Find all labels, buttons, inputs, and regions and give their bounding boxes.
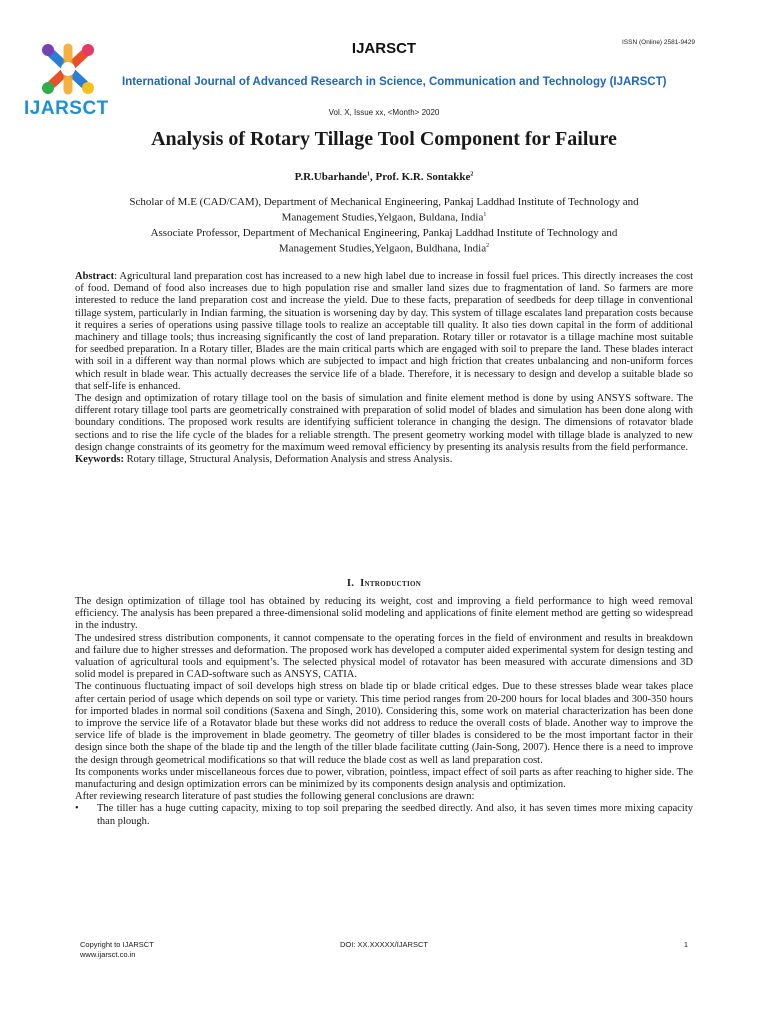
website-link[interactable]: www.ijarsct.co.in <box>80 950 136 959</box>
author-1: P.R.Ubarhande <box>294 171 367 183</box>
volume-issue: Vol. X, Issue xx, <Month> 2020 <box>328 108 440 117</box>
intro-paragraph-4: Its components works under miscellaneous forces due to power, vibration, pointless, impact effect of soil parts as after reaching to higher side. The manufacturing and design optimization errors can be minimized by its components design analysis and optimization. <box>75 766 693 791</box>
affiliation-2-line-1: Associate Professor, Department of Mechanical Engineering, Pankaj Laddhad Institute of Technology and <box>150 227 618 239</box>
author-2: , Prof. K.R. Sontakke <box>370 171 471 183</box>
abstract-text-1: : Agricultural land preparation cost has increased to a new high label due to increase in fossil fuel prices. This directly increases the cost of food. Demand of food also increases due to high population rise and smaller land sizes due to fragmentation of land. So farmers are more interested to reduce the land preparation cost and increase the yield. Due to these facts, preparation of seedbeds for deep tillage in conventional tillage system, particularly in Indian farming, the situation is worsening day by day. This system of tillage escalates land preparation costs because it requires a series of operations using passive tillage tools to realize an acceptable till quality. It also ties down capital in the form of additional machinery and tillage tools; thus increasing significantly the cost of land preparation. Rotary tiller or rotavator is a tillage machine most suitable for seedbed preparation. In a Rotary tiller, Blades are the main critical parts which are engaged with soil to prepare the land. These blades interact with soil in a different way than normal plows which are subjected to impact and high friction that creates unbalancing and non-uniform forces which result in blade wear. This actually decreases the service life of a blade. Therefore, it is necessary to design and develop a suitable blade so that self-life is enhanced. <box>75 271 693 392</box>
keywords-text: Rotary tillage, Structural Analysis, Deformation Analysis and stress Analysis. <box>124 454 453 466</box>
footer-doi: DOI: XX.XXXXX/IJARSCT <box>340 940 428 949</box>
bullet-icon: • <box>75 803 79 815</box>
affiliation-1-line-1: Scholar of M.E (CAD/CAM), Department of Mechanical Engineering, Pankaj Laddhad Institute of Technology and <box>129 196 639 208</box>
author-2-sup: 2 <box>470 171 474 178</box>
page-number: 1 <box>683 940 688 949</box>
affiliation-1-line-2: Management Studies,Yelgaon, Buldana, India <box>281 211 484 224</box>
intro-paragraph-5: After reviewing research literature of past studies the following general conclusions are drawn: <box>75 791 475 803</box>
bullet-text: The tiller has a huge cutting capacity, mixing to top soil preparing the seedbed directly. And also, it has seven times more mixing capacity than plough. <box>97 803 693 827</box>
intro-paragraph-2: The undesired stress distribution components, it cannot compensate to the operating forces in the field of environment and results in breakdown and failure due to higher stresses and deformation. The proposed work has developed a computer aided experimental system for design testing and valuation of agricultural tools and equipment’s. The selected physical model of rotavator has been measured with accurate dimensions and 3D solid model is prepared in CAD-software such as ANSYS, CATIA. <box>75 632 693 681</box>
affiliation-2-sup: 2 <box>486 243 490 249</box>
keywords-line <box>75 454 693 466</box>
affiliation-1 <box>90 196 678 225</box>
list-item <box>75 803 693 827</box>
abstract-label: Abstract <box>75 271 115 282</box>
affiliation-2 <box>90 227 678 256</box>
keywords-label: Keywords: <box>75 454 124 466</box>
author-1-sup: 1 <box>367 171 370 178</box>
section-heading-introduction <box>0 578 768 589</box>
affiliation-1-sup: 1 <box>483 212 487 218</box>
issn-label: ISSN (Online) 2581-9429 <box>622 39 695 46</box>
paper-title: Analysis of Rotary Tillage Tool Component for Failure <box>151 128 617 150</box>
intro-paragraph-1: The design optimization of tillage tool has obtained by reducing its weight, cost and improving a field performance to high weed removal efficiency. The analysis has been prepared a three-dimensional solid modeling and applications of finite element method are getting so widespread in the industry. <box>75 596 693 632</box>
affiliation-2-line-2: Management Studies,Yelgaon, Buldhana, India <box>278 242 487 255</box>
abstract-paragraph-1 <box>75 271 693 393</box>
abstract-paragraph-2: The design and optimization of rotary tillage tool on the basis of simulation and finite element method is done by using ANSYS software. The different rotary tillage tool parts are geometrically constrained with preparation of solid model of blades and simulation has been done along with boundary conditions. The proposed work results are identifying sufficient tolerance in changing the design. The dimensions of rotavator blade sections and to rise the life cycle of the blades for a reliable strength. The present geometry working model with tillage blade is analyzed to new design change constraints of its geometry for the maximum weed removal efficiency by presenting its analysis results from the field performance. <box>75 393 693 453</box>
introduction-body <box>75 596 693 828</box>
journal-full-name: International Journal of Advanced Research in Science, Communication and Technology (IJARSCT) <box>122 76 667 88</box>
journal-short-name: IJARSCT <box>351 40 417 57</box>
section-title: Introduction <box>360 578 422 589</box>
copyright-text: Copyright to IJARSCT <box>80 940 154 949</box>
section-number: I. <box>346 578 355 589</box>
abstract-section <box>75 271 693 466</box>
logo-text: IJARSCT <box>24 98 109 119</box>
intro-paragraph-3: The continuous fluctuating impact of soil develops high stress on blade tip or blade critical edges. Due to these stresses blade wear takes place after certain period of usage which depends on soil type or variety. This time period ranges from 20-200 hours for local blades and 300-350 hours for imported blades in normal soil conditions (Saxena and Singh, 2010). Considering this, some work on material characterization has been done to improve the service life of a Rotavator blade but these works did not address to reduce the overall costs of blade. Another way to improve the service life of blade is the improvement in blade geometry. The geometry of tiller blades is considered to be the most important factor in their design since both the shape of the blade tip and the length of the tiller blade facilitate cutting (Jain-Song, 2007). Hence there is a need to improve the design through geometrical modifications so that will reduce the blade cost as well as land preparation cost. <box>75 681 693 766</box>
authors-line <box>0 171 768 183</box>
